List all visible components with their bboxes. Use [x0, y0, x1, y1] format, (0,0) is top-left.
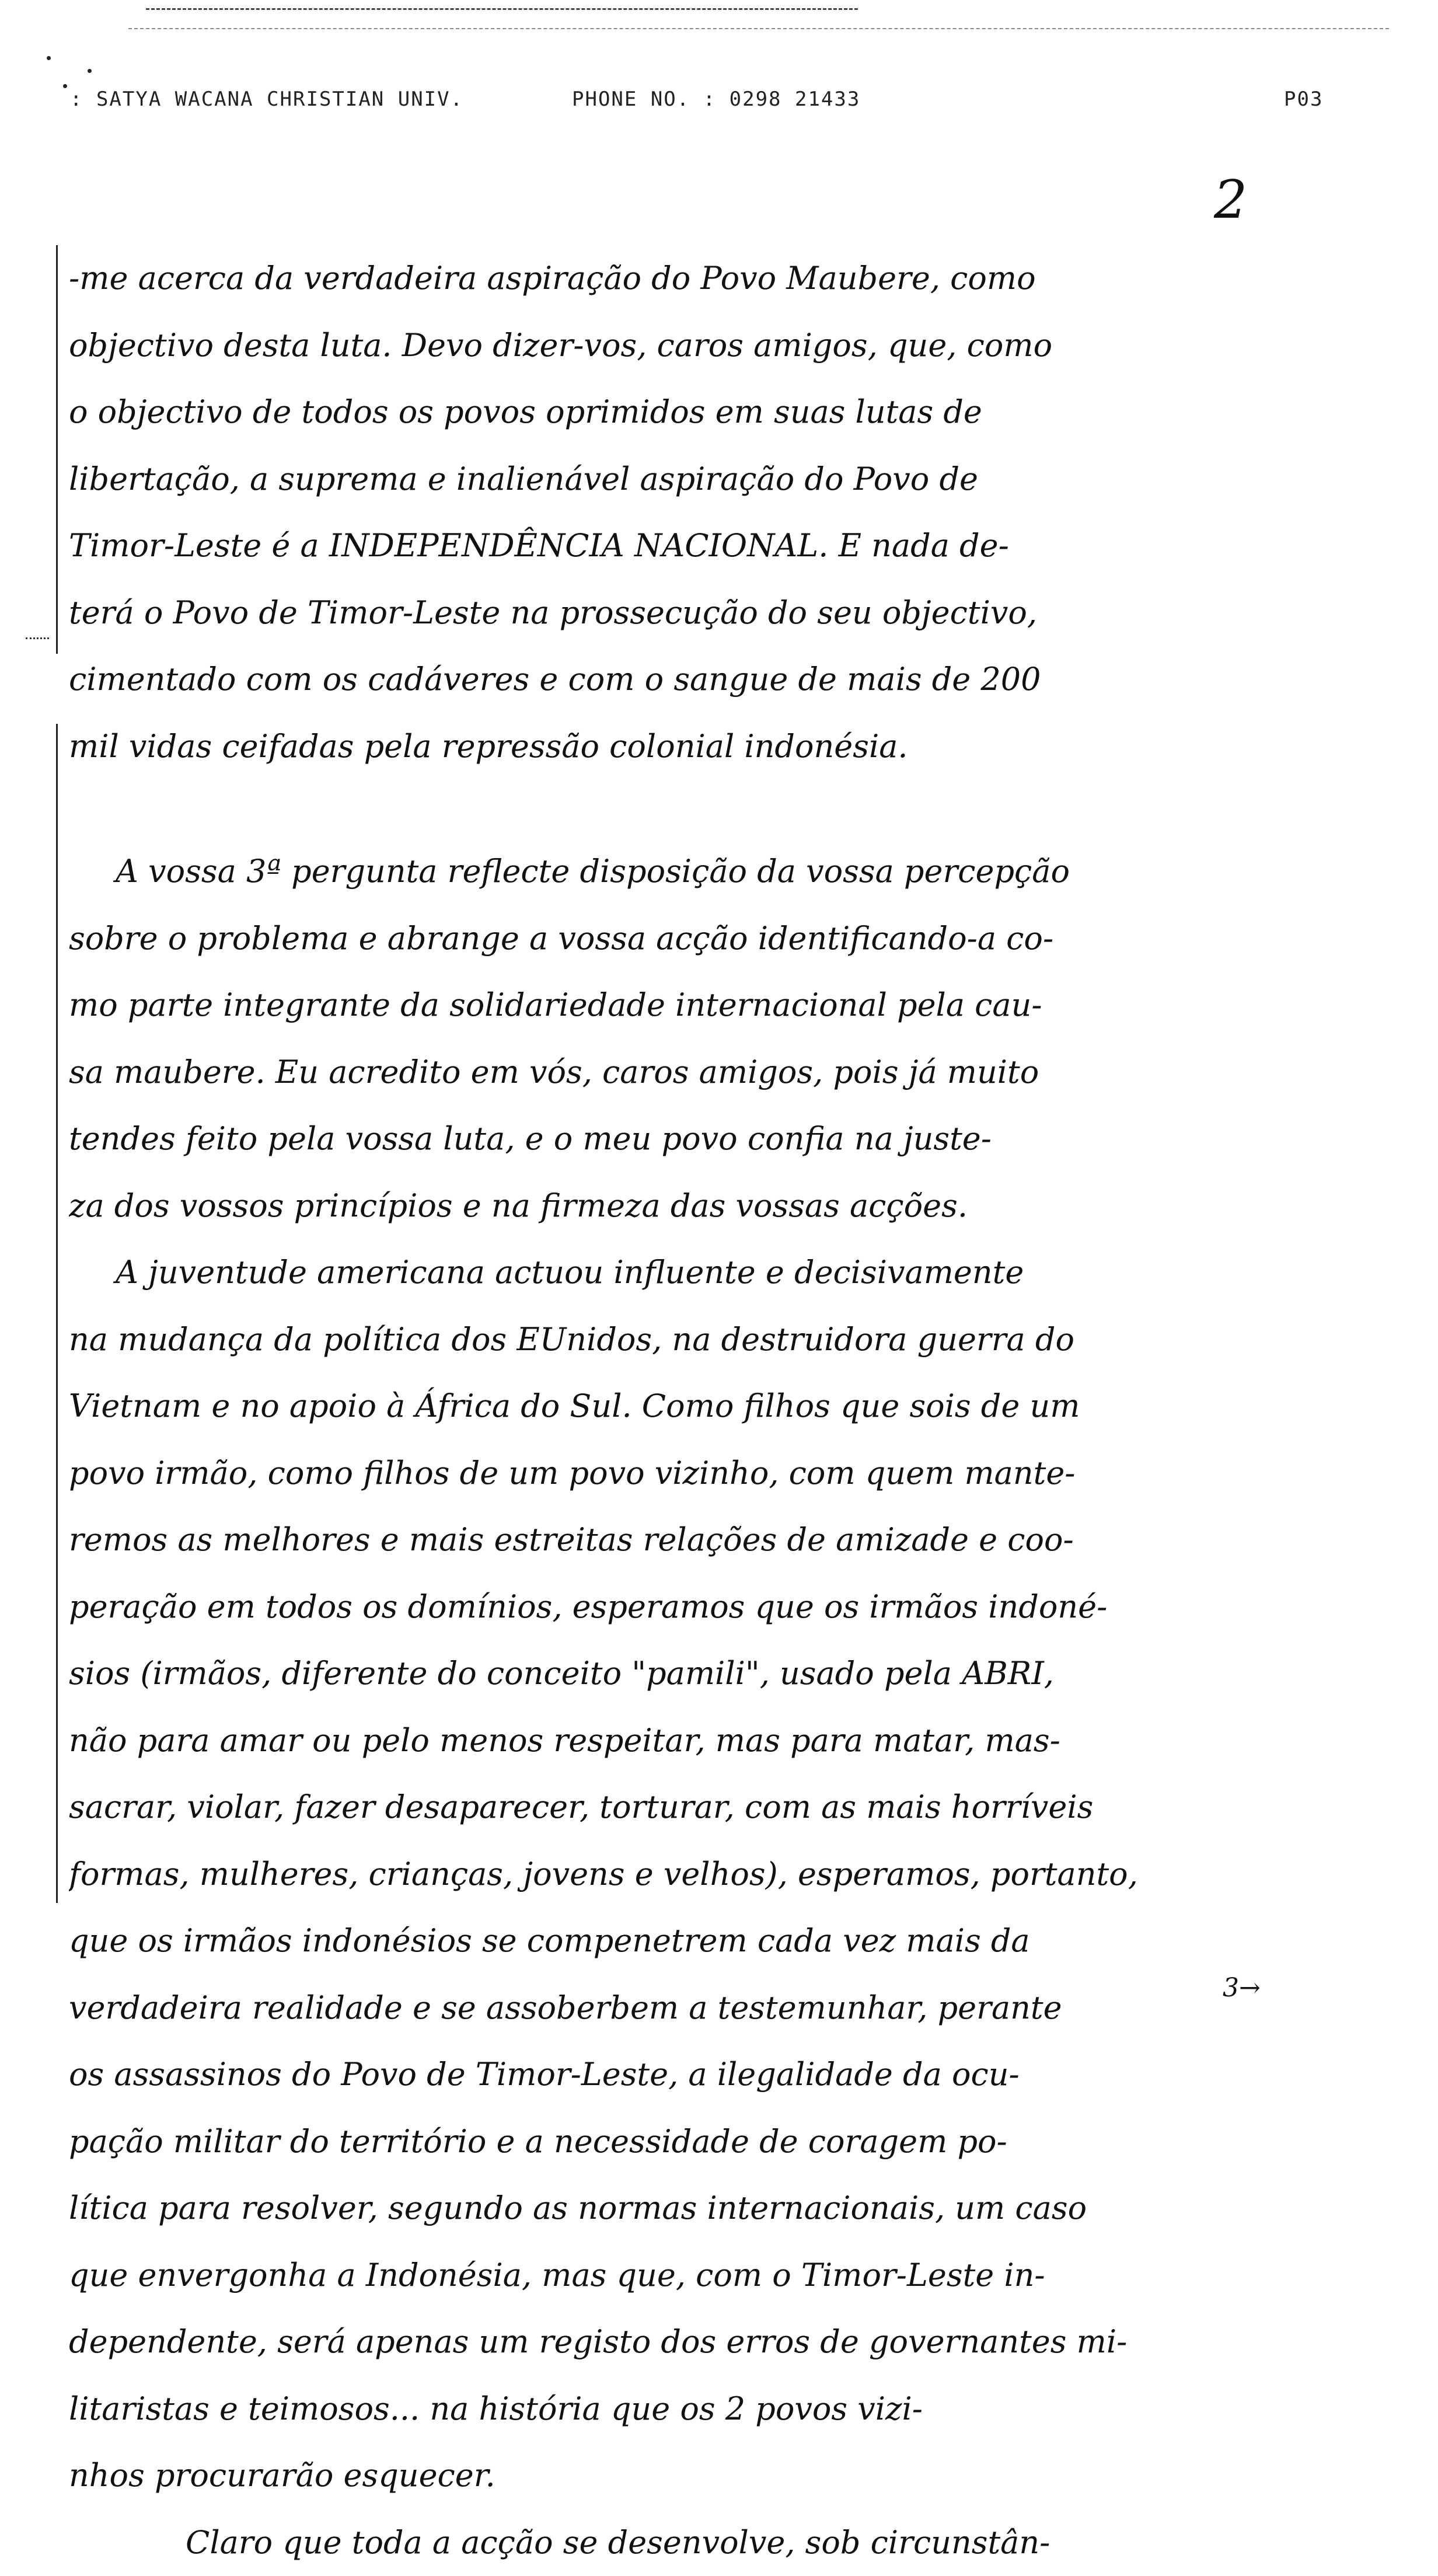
text-line: sios (irmãos, diferente do conceito "pamili", usado pela ABRI,: [69, 1640, 1364, 1707]
text-line: sa maubere. Eu acredito em vós, caros amigos, pois já muito: [69, 1039, 1364, 1106]
text-line: povo irmão, como filhos de um povo vizinho, com quem mante-: [69, 1440, 1364, 1507]
text-line: na mudança da política dos EUnidos, na destruidora guerra do: [69, 1306, 1364, 1374]
fax-scan-line: [128, 28, 1389, 29]
page-number: 2: [1214, 169, 1247, 231]
text-line: formas, mulheres, crianças, jovens e velhos), esperamos, portanto,: [69, 1841, 1364, 1908]
text-line: -me acerca da verdadeira aspiração do Povo Maubere, como: [69, 245, 1364, 312]
margin-rule: [56, 724, 58, 1903]
text-line: Timor-Leste é a INDEPENDÊNCIA NACIONAL. E nada de-: [69, 513, 1364, 580]
paragraph-gap: [69, 780, 1364, 838]
text-line: litaristas e teimosos... na história que os 2 povos vizi-: [69, 2376, 1364, 2443]
text-line: verdadeira realidade e se assoberbem a testemunhar, perante: [69, 1975, 1364, 2042]
text-line: dependente, será apenas um registo dos erros de governantes mi-: [69, 2309, 1364, 2376]
text-line: sobre o problema e abrange a vossa acção identificando-a co-: [69, 905, 1364, 972]
text-line: Vietnam e no apoio à África do Sul. Como filhos que sois de um: [69, 1373, 1364, 1440]
fax-sender: : SATYA WACANA CHRISTIAN UNIV.: [70, 88, 463, 111]
fax-scan-line: [146, 8, 858, 10]
text-line: os assassinos do Povo de Timor-Leste, a ilegalidade da ocu-: [69, 2041, 1364, 2108]
scan-speck: [47, 56, 51, 60]
text-line: peração em todos os domínios, esperamos que os irmãos indoné-: [69, 1574, 1364, 1641]
paragraph-4: [69, 2509, 1364, 2576]
text-line: terá o Povo de Timor-Leste na prossecução do seu objectivo,: [69, 580, 1364, 647]
margin-rule: [56, 245, 58, 654]
text-line: mo parte integrante da solidariedade internacional pela cau-: [69, 972, 1364, 1039]
continuation-mark: 3→: [1223, 1973, 1261, 2003]
scan-speck: [63, 84, 67, 88]
text-line: pação militar do território e a necessidade de coragem po-: [69, 2108, 1364, 2176]
text-line: cimentado com os cadáveres e com o sangue de mais de 200: [69, 646, 1364, 713]
text-line: libertação, a suprema e inalienável aspiração do Povo de: [69, 446, 1364, 513]
text-line: remos as melhores e mais estreitas relações de amizade e coo-: [69, 1507, 1364, 1574]
scan-speck: [88, 69, 92, 73]
text-line: A juventude americana actuou influente e decisivamente: [69, 1239, 1364, 1306]
handwritten-letter: [69, 245, 1364, 2576]
text-line: que envergonha a Indonésia, mas que, com o Timor-Leste in-: [69, 2242, 1364, 2309]
text-line: objectivo desta luta. Devo dizer-vos, caros amigos, que, como: [69, 312, 1364, 379]
text-line: A vossa 3ª pergunta reflecte disposição da vossa percepção: [69, 838, 1364, 905]
text-line: mil vidas ceifadas pela repressão colonial indonésia.: [69, 713, 1364, 780]
margin-tick: [26, 637, 49, 639]
text-line: lítica para resolver, segundo as normas internacionais, um caso: [69, 2175, 1364, 2242]
text-line: Claro que toda a acção se desenvolve, sob circunstân-: [69, 2509, 1364, 2576]
text-line: za dos vossos princípios e na firmeza das vossas acções.: [69, 1173, 1364, 1240]
text-line: tendes feito pela vossa luta, e o meu povo confia na juste-: [69, 1106, 1364, 1173]
text-line: o objectivo de todos os povos oprimidos em suas lutas de: [69, 379, 1364, 446]
text-line: que os irmãos indonésios se compenetrem cada vez mais da: [69, 1908, 1364, 1975]
text-line: nhos procurarão esquecer.: [69, 2442, 1364, 2509]
fax-header: [70, 88, 1354, 123]
paragraph-2: [69, 838, 1364, 1239]
text-line: sacrar, violar, fazer desaparecer, torturar, com as mais horríveis: [69, 1774, 1364, 1841]
paragraph-3: [69, 1239, 1364, 2509]
text-line: não para amar ou pelo menos respeitar, mas para matar, mas-: [69, 1707, 1364, 1775]
paragraph-1: [69, 245, 1364, 780]
fax-page-code: P03: [1284, 88, 1323, 111]
fax-phone-number: PHONE NO. : 0298 21433: [572, 88, 860, 111]
